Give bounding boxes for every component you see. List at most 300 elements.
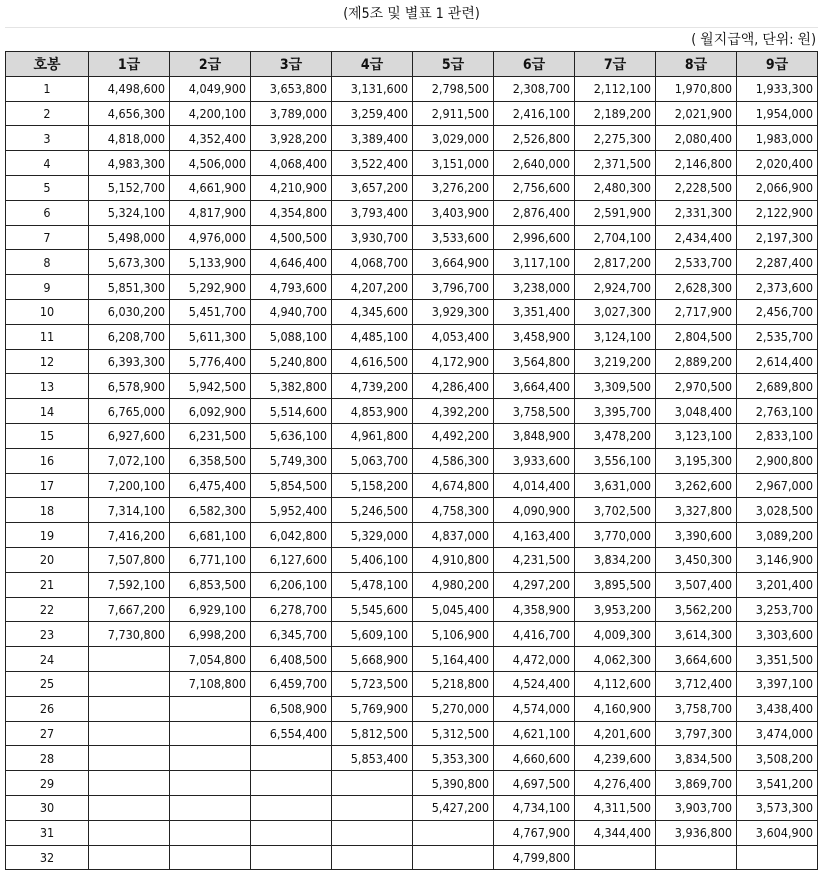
table-row <box>6 299 818 324</box>
salary-cell-grade-7: 2,924,700 <box>575 275 656 300</box>
unit-note: ( 월지급액, 단위: 원) <box>691 32 816 48</box>
step-cell: 32 <box>6 845 89 870</box>
header-grade-4: 4급 <box>332 52 413 77</box>
salary-cell-grade-6: 4,231,500 <box>494 547 575 572</box>
salary-cell-grade-1 <box>89 671 170 696</box>
salary-cell-grade-8: 3,712,400 <box>656 671 737 696</box>
salary-cell-grade-1: 6,765,000 <box>89 399 170 424</box>
salary-cell-grade-4 <box>332 820 413 845</box>
salary-cell-grade-1 <box>89 771 170 796</box>
salary-cell-grade-7: 3,027,300 <box>575 299 656 324</box>
salary-cell-grade-4: 4,207,200 <box>332 275 413 300</box>
salary-cell-grade-3 <box>251 795 332 820</box>
step-cell: 1 <box>6 76 89 101</box>
salary-cell-grade-3: 4,210,900 <box>251 175 332 200</box>
step-cell: 24 <box>6 647 89 672</box>
step-cell: 12 <box>6 349 89 374</box>
salary-cell-grade-1: 7,200,100 <box>89 473 170 498</box>
salary-cell-grade-2 <box>170 845 251 870</box>
step-cell: 17 <box>6 473 89 498</box>
salary-cell-grade-2: 6,929,100 <box>170 597 251 622</box>
salary-cell-grade-8: 2,889,200 <box>656 349 737 374</box>
salary-cell-grade-3: 6,042,800 <box>251 523 332 548</box>
salary-cell-grade-5: 2,911,500 <box>413 101 494 126</box>
salary-cell-grade-9 <box>737 845 818 870</box>
salary-cell-grade-9: 2,287,400 <box>737 250 818 275</box>
salary-cell-grade-2: 7,108,800 <box>170 671 251 696</box>
salary-cell-grade-3: 6,508,900 <box>251 696 332 721</box>
salary-cell-grade-9: 3,573,300 <box>737 795 818 820</box>
salary-cell-grade-9: 3,604,900 <box>737 820 818 845</box>
salary-cell-grade-8: 3,123,100 <box>656 423 737 448</box>
step-cell: 18 <box>6 498 89 523</box>
table-row <box>6 126 818 151</box>
salary-cell-grade-8: 3,936,800 <box>656 820 737 845</box>
salary-cell-grade-6: 4,697,500 <box>494 771 575 796</box>
salary-cell-grade-6: 2,640,000 <box>494 151 575 176</box>
salary-cell-grade-3 <box>251 820 332 845</box>
salary-cell-grade-2: 6,681,100 <box>170 523 251 548</box>
salary-cell-grade-8: 2,021,900 <box>656 101 737 126</box>
salary-cell-grade-4: 5,545,600 <box>332 597 413 622</box>
table-row <box>6 175 818 200</box>
salary-cell-grade-8: 3,562,200 <box>656 597 737 622</box>
salary-table <box>5 51 818 870</box>
salary-cell-grade-7: 2,704,100 <box>575 225 656 250</box>
salary-cell-grade-6: 4,090,900 <box>494 498 575 523</box>
salary-cell-grade-8: 3,048,400 <box>656 399 737 424</box>
salary-cell-grade-1: 5,152,700 <box>89 175 170 200</box>
salary-cell-grade-4: 5,769,900 <box>332 696 413 721</box>
table-row <box>6 225 818 250</box>
salary-cell-grade-7: 4,009,300 <box>575 622 656 647</box>
salary-cell-grade-4: 3,131,600 <box>332 76 413 101</box>
salary-cell-grade-2: 6,771,100 <box>170 547 251 572</box>
salary-cell-grade-9: 2,967,000 <box>737 473 818 498</box>
step-cell: 25 <box>6 671 89 696</box>
salary-cell-grade-3 <box>251 845 332 870</box>
salary-cell-grade-3: 5,088,100 <box>251 324 332 349</box>
salary-cell-grade-1 <box>89 795 170 820</box>
salary-cell-grade-3: 5,240,800 <box>251 349 332 374</box>
salary-cell-grade-9: 3,474,000 <box>737 721 818 746</box>
salary-cell-grade-6: 3,238,000 <box>494 275 575 300</box>
header-step: 호봉 <box>6 52 89 77</box>
salary-cell-grade-9: 3,397,100 <box>737 671 818 696</box>
salary-cell-grade-6: 3,933,600 <box>494 448 575 473</box>
salary-cell-grade-5: 4,392,200 <box>413 399 494 424</box>
salary-cell-grade-4: 5,246,500 <box>332 498 413 523</box>
salary-cell-grade-7: 2,189,200 <box>575 101 656 126</box>
salary-cell-grade-8: 3,262,600 <box>656 473 737 498</box>
salary-cell-grade-7: 3,631,000 <box>575 473 656 498</box>
table-row <box>6 523 818 548</box>
salary-cell-grade-9: 1,954,000 <box>737 101 818 126</box>
step-cell: 5 <box>6 175 89 200</box>
salary-cell-grade-6: 3,664,400 <box>494 374 575 399</box>
salary-cell-grade-3: 5,382,800 <box>251 374 332 399</box>
salary-cell-grade-6: 4,734,100 <box>494 795 575 820</box>
salary-cell-grade-4 <box>332 795 413 820</box>
salary-cell-grade-8: 3,614,300 <box>656 622 737 647</box>
salary-cell-grade-7: 3,124,100 <box>575 324 656 349</box>
salary-cell-grade-4: 4,853,900 <box>332 399 413 424</box>
salary-cell-grade-6: 4,574,000 <box>494 696 575 721</box>
salary-cell-grade-1: 6,927,600 <box>89 423 170 448</box>
salary-cell-grade-1 <box>89 647 170 672</box>
salary-cell-grade-1: 4,983,300 <box>89 151 170 176</box>
salary-cell-grade-3: 6,127,600 <box>251 547 332 572</box>
salary-cell-grade-7: 3,895,500 <box>575 572 656 597</box>
salary-cell-grade-5: 4,172,900 <box>413 349 494 374</box>
salary-cell-grade-1: 6,578,900 <box>89 374 170 399</box>
step-cell: 27 <box>6 721 89 746</box>
table-row <box>6 622 818 647</box>
salary-cell-grade-7: 2,275,300 <box>575 126 656 151</box>
salary-cell-grade-5: 5,164,400 <box>413 647 494 672</box>
salary-cell-grade-7: 3,395,700 <box>575 399 656 424</box>
table-row <box>6 721 818 746</box>
salary-cell-grade-6: 4,163,400 <box>494 523 575 548</box>
salary-cell-grade-6: 3,117,100 <box>494 250 575 275</box>
salary-cell-grade-8: 3,758,700 <box>656 696 737 721</box>
salary-cell-grade-2: 4,817,900 <box>170 200 251 225</box>
header-grade-5: 5급 <box>413 52 494 77</box>
salary-cell-grade-2: 6,475,400 <box>170 473 251 498</box>
salary-cell-grade-1: 5,498,000 <box>89 225 170 250</box>
salary-cell-grade-5: 5,218,800 <box>413 671 494 696</box>
salary-cell-grade-7: 3,219,200 <box>575 349 656 374</box>
salary-cell-grade-1 <box>89 721 170 746</box>
salary-cell-grade-3: 4,500,500 <box>251 225 332 250</box>
salary-cell-grade-9: 2,614,400 <box>737 349 818 374</box>
salary-cell-grade-4 <box>332 771 413 796</box>
salary-cell-grade-8: 2,970,500 <box>656 374 737 399</box>
salary-cell-grade-1: 4,818,000 <box>89 126 170 151</box>
header-grade-3: 3급 <box>251 52 332 77</box>
salary-cell-grade-8: 3,327,800 <box>656 498 737 523</box>
step-cell: 26 <box>6 696 89 721</box>
salary-cell-grade-2 <box>170 820 251 845</box>
salary-cell-grade-6: 4,621,100 <box>494 721 575 746</box>
step-cell: 28 <box>6 746 89 771</box>
document-title: (제5조 및 별표 1 관련) <box>5 0 818 28</box>
salary-cell-grade-1 <box>89 845 170 870</box>
salary-cell-grade-6: 3,758,500 <box>494 399 575 424</box>
salary-cell-grade-1: 4,498,600 <box>89 76 170 101</box>
salary-cell-grade-2: 6,582,300 <box>170 498 251 523</box>
step-cell: 22 <box>6 597 89 622</box>
salary-cell-grade-9: 3,351,500 <box>737 647 818 672</box>
salary-cell-grade-5: 3,029,000 <box>413 126 494 151</box>
salary-cell-grade-1: 7,730,800 <box>89 622 170 647</box>
salary-cell-grade-8: 3,903,700 <box>656 795 737 820</box>
salary-cell-grade-8: 2,146,800 <box>656 151 737 176</box>
salary-cell-grade-4: 4,616,500 <box>332 349 413 374</box>
table-row <box>6 76 818 101</box>
salary-cell-grade-5: 5,106,900 <box>413 622 494 647</box>
salary-cell-grade-8: 3,195,300 <box>656 448 737 473</box>
salary-cell-grade-9: 1,933,300 <box>737 76 818 101</box>
table-row <box>6 696 818 721</box>
salary-cell-grade-7: 4,276,400 <box>575 771 656 796</box>
salary-cell-grade-6: 4,767,900 <box>494 820 575 845</box>
salary-cell-grade-8: 3,664,600 <box>656 647 737 672</box>
salary-cell-grade-1 <box>89 820 170 845</box>
step-cell: 20 <box>6 547 89 572</box>
salary-cell-grade-4: 5,812,500 <box>332 721 413 746</box>
step-cell: 30 <box>6 795 89 820</box>
step-cell: 6 <box>6 200 89 225</box>
salary-cell-grade-3: 3,789,000 <box>251 101 332 126</box>
table-row <box>6 275 818 300</box>
table-row <box>6 324 818 349</box>
salary-cell-grade-1 <box>89 696 170 721</box>
salary-cell-grade-3: 5,854,500 <box>251 473 332 498</box>
salary-cell-grade-2: 6,358,500 <box>170 448 251 473</box>
salary-cell-grade-6: 3,351,400 <box>494 299 575 324</box>
salary-cell-grade-3: 5,749,300 <box>251 448 332 473</box>
salary-cell-grade-4 <box>332 845 413 870</box>
salary-cell-grade-4: 5,329,000 <box>332 523 413 548</box>
salary-cell-grade-7: 4,311,500 <box>575 795 656 820</box>
salary-cell-grade-1: 6,393,300 <box>89 349 170 374</box>
table-row <box>6 473 818 498</box>
salary-cell-grade-6: 4,014,400 <box>494 473 575 498</box>
salary-cell-grade-1: 7,314,100 <box>89 498 170 523</box>
salary-cell-grade-7: 4,239,600 <box>575 746 656 771</box>
table-row <box>6 349 818 374</box>
salary-cell-grade-3: 5,636,100 <box>251 423 332 448</box>
salary-cell-grade-7: 3,770,000 <box>575 523 656 548</box>
salary-cell-grade-8: 2,804,500 <box>656 324 737 349</box>
salary-cell-grade-6: 2,416,100 <box>494 101 575 126</box>
salary-cell-grade-9: 2,020,400 <box>737 151 818 176</box>
salary-cell-grade-5: 4,492,200 <box>413 423 494 448</box>
salary-cell-grade-2 <box>170 721 251 746</box>
salary-cell-grade-4: 3,657,200 <box>332 175 413 200</box>
step-cell: 8 <box>6 250 89 275</box>
salary-cell-grade-4: 4,961,800 <box>332 423 413 448</box>
salary-cell-grade-9: 3,089,200 <box>737 523 818 548</box>
step-cell: 29 <box>6 771 89 796</box>
salary-cell-grade-2: 5,292,900 <box>170 275 251 300</box>
salary-cell-grade-5: 4,586,300 <box>413 448 494 473</box>
salary-cell-grade-3: 4,068,400 <box>251 151 332 176</box>
salary-cell-grade-1: 5,673,300 <box>89 250 170 275</box>
salary-cell-grade-2: 6,231,500 <box>170 423 251 448</box>
salary-cell-grade-6: 4,297,200 <box>494 572 575 597</box>
salary-cell-grade-4: 4,345,600 <box>332 299 413 324</box>
salary-cell-grade-8: 3,869,700 <box>656 771 737 796</box>
salary-cell-grade-5 <box>413 820 494 845</box>
salary-cell-grade-8: 2,628,300 <box>656 275 737 300</box>
table-row <box>6 671 818 696</box>
salary-cell-grade-5: 4,758,300 <box>413 498 494 523</box>
salary-cell-grade-9: 3,253,700 <box>737 597 818 622</box>
salary-cell-grade-6: 4,358,900 <box>494 597 575 622</box>
salary-cell-grade-2: 7,054,800 <box>170 647 251 672</box>
salary-cell-grade-7 <box>575 845 656 870</box>
salary-cell-grade-2: 4,352,400 <box>170 126 251 151</box>
salary-cell-grade-2: 4,976,000 <box>170 225 251 250</box>
table-row <box>6 374 818 399</box>
salary-cell-grade-5: 3,151,000 <box>413 151 494 176</box>
table-row <box>6 399 818 424</box>
salary-cell-grade-6: 4,799,800 <box>494 845 575 870</box>
salary-cell-grade-6: 2,526,800 <box>494 126 575 151</box>
salary-cell-grade-7: 3,953,200 <box>575 597 656 622</box>
salary-cell-grade-3: 4,793,600 <box>251 275 332 300</box>
salary-cell-grade-7: 3,834,200 <box>575 547 656 572</box>
header-grade-1: 1급 <box>89 52 170 77</box>
salary-cell-grade-3: 6,554,400 <box>251 721 332 746</box>
salary-cell-grade-2: 4,049,900 <box>170 76 251 101</box>
step-cell: 13 <box>6 374 89 399</box>
salary-cell-grade-3: 4,646,400 <box>251 250 332 275</box>
table-row <box>6 101 818 126</box>
salary-cell-grade-6: 4,416,700 <box>494 622 575 647</box>
salary-cell-grade-1: 7,592,100 <box>89 572 170 597</box>
step-cell: 14 <box>6 399 89 424</box>
salary-cell-grade-4: 5,668,900 <box>332 647 413 672</box>
salary-cell-grade-4: 3,793,400 <box>332 200 413 225</box>
salary-cell-grade-5: 4,053,400 <box>413 324 494 349</box>
salary-cell-grade-2: 5,776,400 <box>170 349 251 374</box>
salary-cell-grade-7: 2,112,100 <box>575 76 656 101</box>
salary-cell-grade-3: 4,354,800 <box>251 200 332 225</box>
salary-cell-grade-6: 2,308,700 <box>494 76 575 101</box>
table-row <box>6 647 818 672</box>
salary-cell-grade-7: 3,556,100 <box>575 448 656 473</box>
salary-cell-grade-3: 5,514,600 <box>251 399 332 424</box>
salary-cell-grade-3 <box>251 771 332 796</box>
salary-cell-grade-9: 3,146,900 <box>737 547 818 572</box>
salary-cell-grade-5: 5,045,400 <box>413 597 494 622</box>
salary-cell-grade-1: 5,851,300 <box>89 275 170 300</box>
salary-cell-grade-6: 2,876,400 <box>494 200 575 225</box>
salary-cell-grade-8: 2,331,300 <box>656 200 737 225</box>
salary-cell-grade-8: 3,797,300 <box>656 721 737 746</box>
salary-cell-grade-4: 3,259,400 <box>332 101 413 126</box>
salary-cell-grade-7: 4,201,600 <box>575 721 656 746</box>
salary-cell-grade-1: 7,072,100 <box>89 448 170 473</box>
salary-cell-grade-5: 5,353,300 <box>413 746 494 771</box>
salary-cell-grade-9: 3,303,600 <box>737 622 818 647</box>
salary-cell-grade-2: 6,853,500 <box>170 572 251 597</box>
salary-cell-grade-1: 7,667,200 <box>89 597 170 622</box>
salary-cell-grade-8: 2,717,900 <box>656 299 737 324</box>
table-row <box>6 151 818 176</box>
salary-cell-grade-8: 3,834,500 <box>656 746 737 771</box>
salary-cell-grade-5: 4,980,200 <box>413 572 494 597</box>
table-row <box>6 423 818 448</box>
salary-cell-grade-3: 5,952,400 <box>251 498 332 523</box>
salary-cell-grade-2: 6,092,900 <box>170 399 251 424</box>
salary-cell-grade-3: 6,278,700 <box>251 597 332 622</box>
table-row <box>6 845 818 870</box>
salary-cell-grade-5: 4,837,000 <box>413 523 494 548</box>
table-row <box>6 746 818 771</box>
salary-cell-grade-5: 5,270,000 <box>413 696 494 721</box>
salary-cell-grade-1 <box>89 746 170 771</box>
step-cell: 9 <box>6 275 89 300</box>
salary-cell-grade-5: 3,929,300 <box>413 299 494 324</box>
salary-cell-grade-4: 3,930,700 <box>332 225 413 250</box>
salary-cell-grade-8: 2,434,400 <box>656 225 737 250</box>
table-header-row <box>6 52 818 77</box>
table-row <box>6 597 818 622</box>
table-row <box>6 200 818 225</box>
table-row <box>6 250 818 275</box>
salary-cell-grade-1: 6,030,200 <box>89 299 170 324</box>
salary-cell-grade-7: 4,062,300 <box>575 647 656 672</box>
header-grade-9: 9급 <box>737 52 818 77</box>
salary-cell-grade-4: 3,522,400 <box>332 151 413 176</box>
step-cell: 19 <box>6 523 89 548</box>
salary-cell-grade-5: 5,390,800 <box>413 771 494 796</box>
salary-cell-grade-2: 5,942,500 <box>170 374 251 399</box>
salary-cell-grade-6: 3,564,800 <box>494 349 575 374</box>
salary-cell-grade-5: 3,664,900 <box>413 250 494 275</box>
salary-cell-grade-5: 3,533,600 <box>413 225 494 250</box>
salary-cell-grade-3: 6,459,700 <box>251 671 332 696</box>
salary-cell-grade-3: 3,653,800 <box>251 76 332 101</box>
salary-cell-grade-2: 5,611,300 <box>170 324 251 349</box>
salary-cell-grade-3: 4,940,700 <box>251 299 332 324</box>
salary-cell-grade-9: 2,066,900 <box>737 175 818 200</box>
table-row <box>6 795 818 820</box>
salary-cell-grade-9: 1,983,000 <box>737 126 818 151</box>
salary-cell-grade-1: 4,656,300 <box>89 101 170 126</box>
salary-cell-grade-4: 5,853,400 <box>332 746 413 771</box>
salary-cell-grade-3: 6,206,100 <box>251 572 332 597</box>
salary-cell-grade-9: 2,535,700 <box>737 324 818 349</box>
header-grade-2: 2급 <box>170 52 251 77</box>
salary-cell-grade-5: 3,276,200 <box>413 175 494 200</box>
salary-cell-grade-5: 3,403,900 <box>413 200 494 225</box>
salary-cell-grade-9: 3,541,200 <box>737 771 818 796</box>
salary-cell-grade-4: 4,485,100 <box>332 324 413 349</box>
salary-cell-grade-4: 5,478,100 <box>332 572 413 597</box>
salary-cell-grade-3 <box>251 746 332 771</box>
salary-cell-grade-2: 5,451,700 <box>170 299 251 324</box>
salary-cell-grade-2 <box>170 746 251 771</box>
salary-cell-grade-4: 4,068,700 <box>332 250 413 275</box>
step-cell: 4 <box>6 151 89 176</box>
table-row <box>6 448 818 473</box>
salary-cell-grade-9: 3,438,400 <box>737 696 818 721</box>
step-cell: 3 <box>6 126 89 151</box>
salary-cell-grade-6: 4,524,400 <box>494 671 575 696</box>
salary-cell-grade-4: 4,739,200 <box>332 374 413 399</box>
salary-cell-grade-7: 4,160,900 <box>575 696 656 721</box>
salary-cell-grade-7: 4,112,600 <box>575 671 656 696</box>
salary-cell-grade-3: 6,345,700 <box>251 622 332 647</box>
salary-cell-grade-4: 5,063,700 <box>332 448 413 473</box>
salary-cell-grade-6: 4,472,000 <box>494 647 575 672</box>
step-cell: 16 <box>6 448 89 473</box>
header-grade-7: 7급 <box>575 52 656 77</box>
salary-cell-grade-7: 2,817,200 <box>575 250 656 275</box>
step-cell: 10 <box>6 299 89 324</box>
salary-cell-grade-2 <box>170 771 251 796</box>
salary-cell-grade-2 <box>170 696 251 721</box>
salary-cell-grade-7: 3,309,500 <box>575 374 656 399</box>
salary-cell-grade-7: 4,344,400 <box>575 820 656 845</box>
salary-cell-grade-9: 3,508,200 <box>737 746 818 771</box>
salary-cell-grade-2: 5,133,900 <box>170 250 251 275</box>
